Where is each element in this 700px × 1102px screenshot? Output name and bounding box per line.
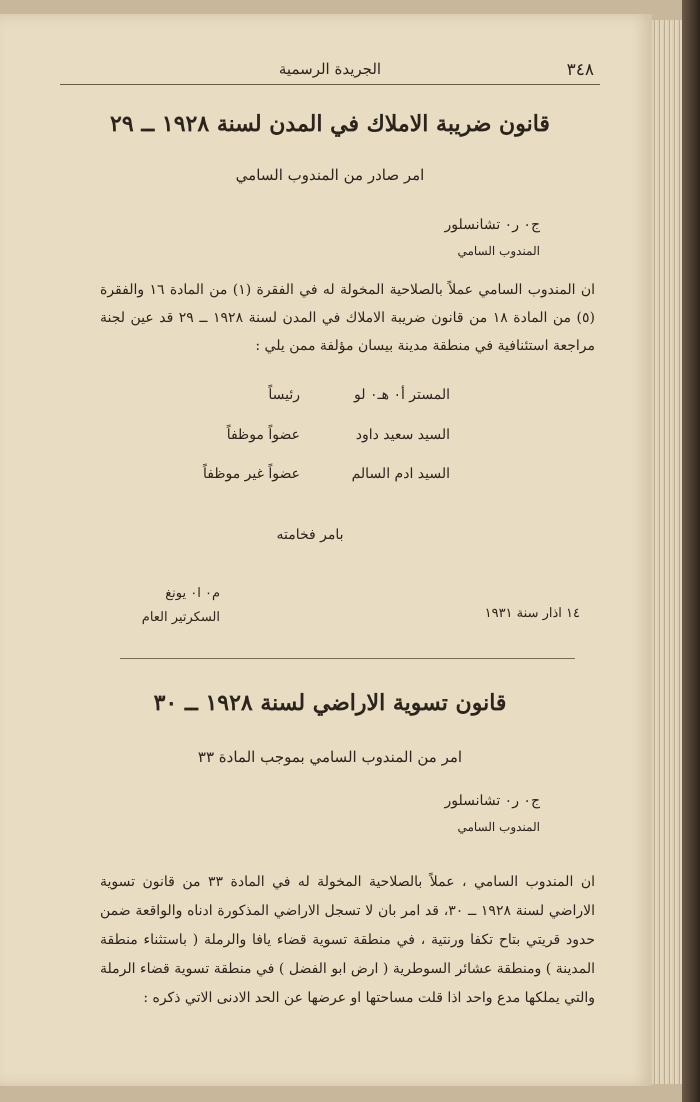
section-divider: [120, 658, 575, 659]
law2-title: قانون تسوية الاراضي لسنة ١٩٢٨ ــ ٣٠: [153, 690, 507, 716]
law1-signer: [445, 212, 540, 264]
law1-paragraph: ان المندوب السامي عملاً بالصلاحية المخولة له في الفقرة (١) من المادة ١٦ والفقرة (٥) من المادة ١٨ من قانون ضريبة الاملاك في المدن لسنة ١٩٢٨ ــ ٢٩ قد عين لجنة مراجعة استئنافية في منطقة مدينة بيسان مؤلفة ممن يلي :: [100, 282, 595, 354]
member-role: عضواً موظفاً: [226, 427, 300, 443]
law2-signer-role: المندوب السامي: [457, 820, 540, 834]
member-role: رئيساً: [268, 387, 300, 403]
law1-title: قانون ضريبة الاملاك في المدن لسنة ١٩٢٨ ــ ٢٩: [110, 111, 550, 137]
law2-paragraph: ان المندوب السامي ، عملاً بالصلاحية المخولة له في المادة ٣٣ من قانون تسوية الاراضي لسنة ١٩٢٨ ــ ٣٠، قد امر بان لا تسجل الاراضي المذكورة ادناه والواقعة ضمن حدود قريتي بتاح تكفا ورنتية ، في منطقة تسوية قضاء يافا والرملة ( باستثناء منطقة المدينة ) ومنطقة عشائر السوطرية ( ارض ابو الفضل ) في منطقة تسوية قضاء الرملة والتي يملكها مدع واحد اذا قلت مساحتها او عرضها عن الحد الادنى الاتي ذكره :: [100, 874, 595, 1006]
running-header: [60, 54, 600, 85]
member-name: المستر أ٠ هـ٠ لو: [354, 387, 450, 403]
gazette-title: الجريدة الرسمية: [278, 60, 382, 78]
law2-signer-name: ج٠ ر٠ تشانسلور: [444, 793, 540, 809]
page-number: ٣٤٨: [566, 60, 594, 80]
secretary-name: م٠ ا٠ يونغ: [165, 586, 220, 601]
member-role: عضواً غير موظفاً: [202, 466, 300, 482]
secretary-signature: [110, 582, 220, 630]
law2-signer: [445, 788, 540, 840]
order-date: ١٤ اذار سنة ١٩٣١: [484, 606, 580, 621]
secretary-role: السكرتير العام: [141, 610, 220, 625]
member-name: السيد سعيد داود: [355, 427, 450, 443]
law1-signer-name: ج٠ ر٠ تشانسلور: [444, 217, 540, 233]
by-order-line: بامر فخامته: [276, 527, 344, 543]
law2-subtitle: امر من المندوب السامي بموجب المادة ٣٣: [197, 748, 463, 766]
book-binding: [682, 0, 700, 1102]
law1-subtitle: امر صادر من المندوب السامي: [235, 166, 425, 184]
page-edges: [652, 20, 682, 1084]
law1-signer-role: المندوب السامي: [457, 244, 540, 258]
member-name: السيد ادم السالم: [351, 466, 450, 482]
gazette-page: [0, 14, 652, 1086]
